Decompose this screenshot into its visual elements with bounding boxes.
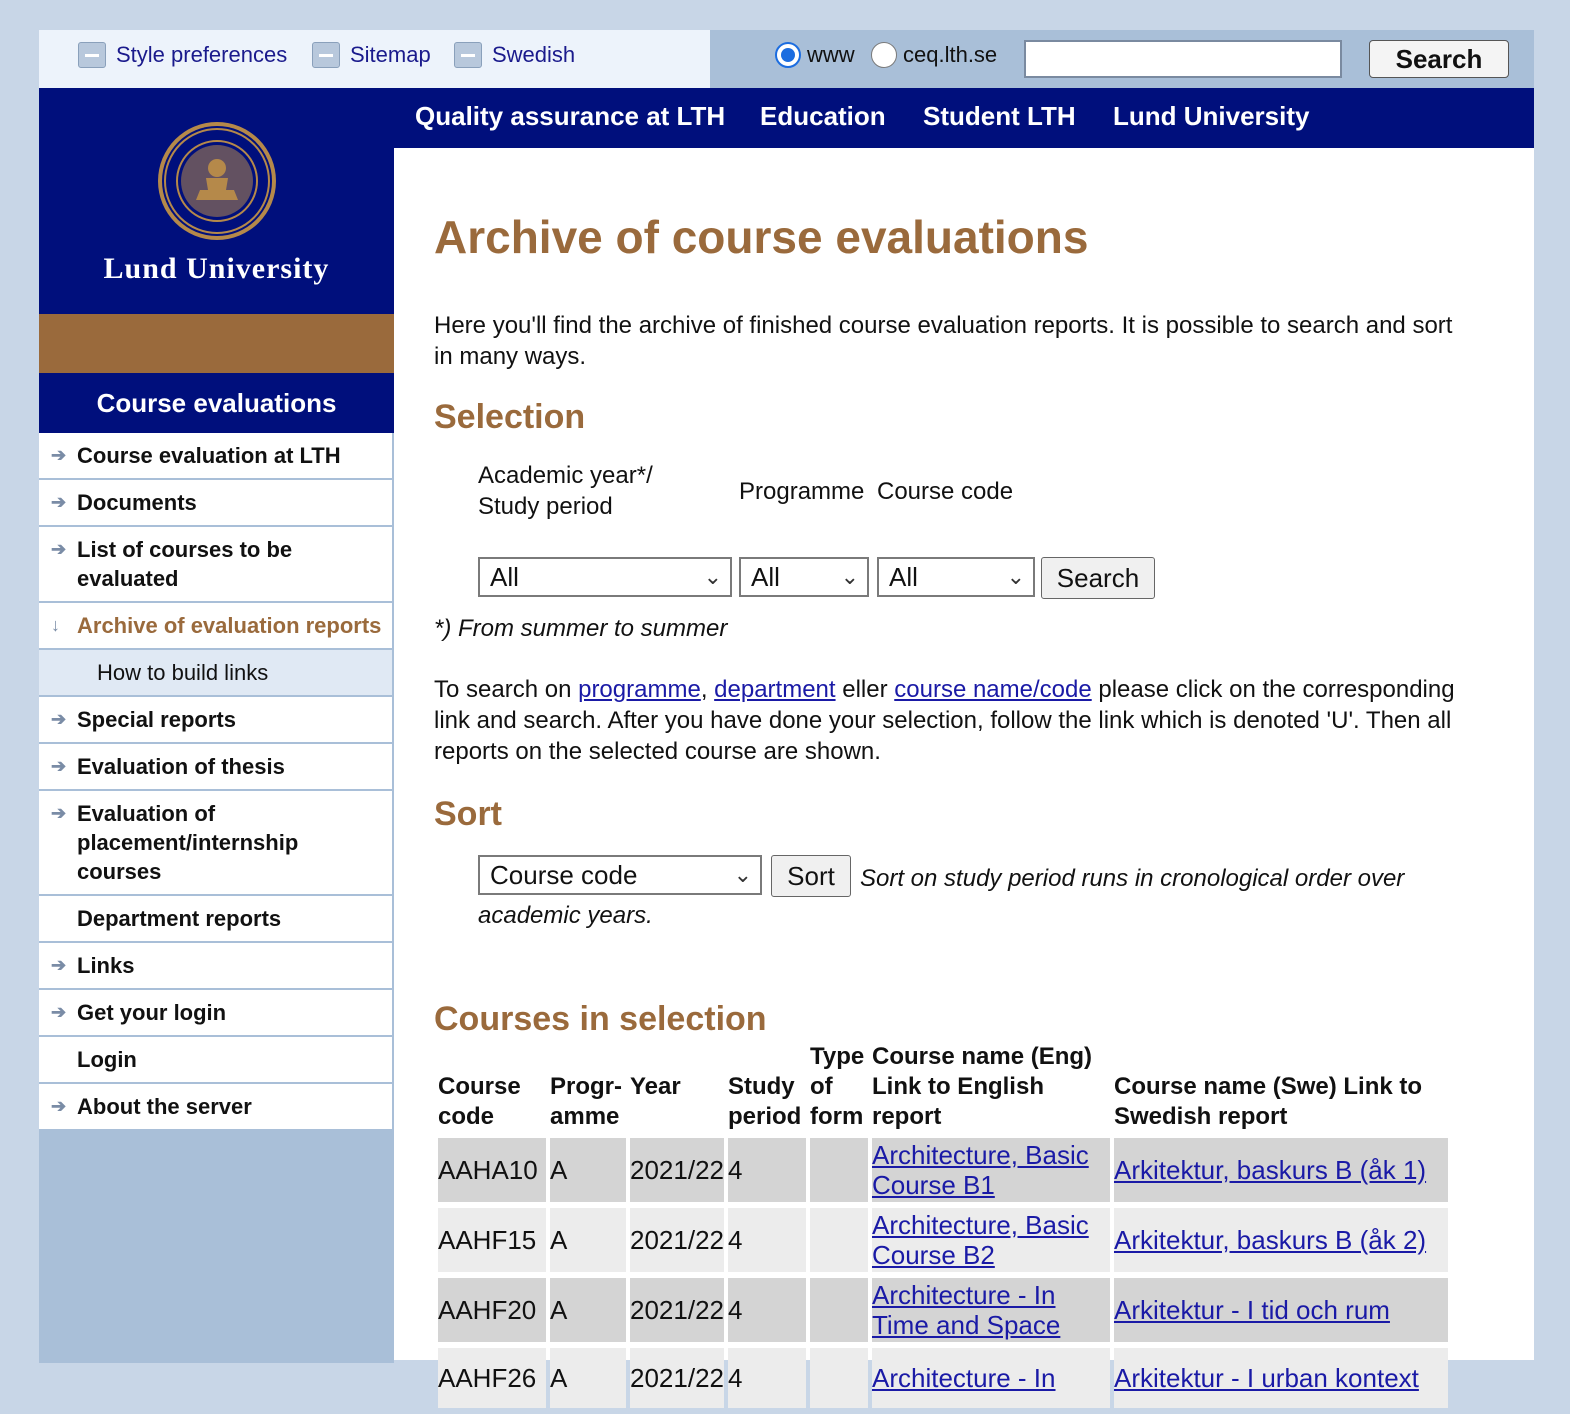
cell-course-name-swe <box>1114 1278 1448 1342</box>
table-row <box>438 1138 1448 1202</box>
footnote: *) From summer to summer <box>434 615 728 642</box>
cell-course-name-eng <box>872 1208 1110 1272</box>
chevron-down-icon: ⌄ <box>840 564 859 589</box>
cell-course-code: AAHF15 <box>438 1208 546 1272</box>
cell-study-period: 4 <box>728 1138 806 1202</box>
course-name-link[interactable]: course name/code <box>894 676 1092 703</box>
radio-ceq[interactable] <box>871 42 997 68</box>
style-preferences-label: Style preferences <box>116 42 288 67</box>
sitemap-label: Sitemap <box>350 42 431 67</box>
sort-heading: Sort <box>434 795 502 833</box>
arrow-right-icon: ➔ <box>51 492 67 512</box>
selection-search-button[interactable]: Search <box>1041 557 1155 599</box>
arrow-right-icon: ➔ <box>51 955 67 975</box>
cell-course-name-swe <box>1114 1348 1448 1408</box>
sidebar-item-evaluation-of-thesis[interactable] <box>39 744 392 791</box>
sidebar-item-links[interactable] <box>39 943 392 990</box>
cell-year: 2021/22 <box>630 1138 724 1202</box>
radio-ceq-label: ceq.lth.se <box>903 42 998 67</box>
cell-course-name-eng <box>872 1278 1110 1342</box>
style-preferences-icon <box>78 42 106 68</box>
english-report-link[interactable]: Architecture - In <box>871 1363 1056 1393</box>
arrow-right-icon: ➔ <box>51 1002 67 1022</box>
cell-year: 2021/22 <box>630 1278 724 1342</box>
table-header-row <box>438 1042 1448 1132</box>
cell-course-code: AAHF26 <box>438 1348 546 1408</box>
arrow-right-icon: ➔ <box>51 1096 67 1116</box>
sidebar-item-label: List of courses to be evaluated <box>77 537 293 591</box>
sidebar-item-label: Documents <box>77 490 197 515</box>
sidebar-item-label: Login <box>77 1047 137 1072</box>
radio-www[interactable] <box>775 42 855 68</box>
english-report-link[interactable]: Architecture - In Time and Space <box>871 1280 1061 1340</box>
intro-text: Here you'll find the archive of finished course evaluation reports. It is possible to search and sort in many ways. <box>434 312 1453 370</box>
english-report-link[interactable]: Architecture, Basic Course B2 <box>871 1210 1089 1270</box>
cell-type-of-form <box>810 1208 868 1272</box>
col-study-period: Study period <box>727 1073 802 1130</box>
sidebar-item-label: About the server <box>77 1094 252 1119</box>
label-course-code: Course code <box>877 478 1014 505</box>
cell-type-of-form <box>810 1138 868 1202</box>
col-year: Year <box>630 1073 681 1100</box>
sidebar-item-label: Get your login <box>77 1000 227 1025</box>
courses-heading: Courses in selection <box>434 1000 767 1038</box>
selection-heading: Selection <box>434 398 586 436</box>
arrow-down-icon: ↓ <box>51 615 60 635</box>
course-code-select[interactable] <box>877 557 1035 597</box>
nav-student-lth[interactable]: Student LTH <box>923 101 1076 131</box>
arrow-right-icon: ➔ <box>51 803 67 823</box>
arrow-right-icon: ➔ <box>51 539 67 559</box>
col-course-name-eng: Course name (Eng) Link to English report <box>871 1043 1093 1130</box>
sort-button[interactable]: Sort <box>771 855 851 897</box>
sidebar <box>39 373 394 1363</box>
bronze-band <box>39 314 394 373</box>
cell-year: 2021/22 <box>630 1348 724 1408</box>
cell-programme: A <box>550 1278 626 1342</box>
sidebar-heading[interactable]: Course evaluations <box>39 373 394 433</box>
col-type-of-form: Type of form <box>809 1043 865 1130</box>
search-text: eller <box>835 676 895 703</box>
search-text: please click on the corresponding link and search. After you have done your selection, follow the link which is denoted 'U'. Then all reports on the selected course are shown. <box>434 676 1455 765</box>
arrow-right-icon: ➔ <box>51 445 67 465</box>
table-row <box>438 1348 1448 1408</box>
sidebar-item-label: How to build links <box>97 660 269 685</box>
utility-bar <box>39 30 1534 88</box>
sort-note: Sort on study period runs in cronological order over academic years. <box>478 865 1405 929</box>
swedish-report-link[interactable]: Arkitektur, baskurs B (åk 2) <box>1113 1225 1427 1255</box>
language-label: Swedish <box>492 42 576 67</box>
sidebar-item-label: Evaluation of thesis <box>77 754 285 779</box>
site-search-button[interactable]: Search <box>1369 40 1509 78</box>
cell-programme: A <box>550 1348 626 1408</box>
programme-value: All <box>751 561 780 592</box>
academic-year-value: All <box>490 561 519 592</box>
sidebar-item-get-your-login[interactable] <box>39 990 392 1037</box>
department-link[interactable]: department <box>714 676 836 703</box>
swedish-report-link[interactable]: Arkitektur - I urban kontext <box>1113 1363 1419 1393</box>
chevron-down-icon: ⌄ <box>1006 564 1025 589</box>
cell-type-of-form <box>810 1348 868 1408</box>
arrow-right-icon: ➔ <box>51 756 67 776</box>
sidebar-item-about-the-server[interactable] <box>39 1084 392 1131</box>
nav-quality-assurance[interactable]: Quality assurance at LTH <box>415 101 726 131</box>
col-course-name-swe: Course name (Swe) Link to Swedish report <box>1113 1073 1423 1130</box>
cell-course-code: AAHA10 <box>438 1138 546 1202</box>
flag-icon <box>454 42 482 68</box>
sitemap-icon <box>312 42 340 68</box>
sidebar-item-login[interactable] <box>39 1037 392 1084</box>
table-row <box>438 1278 1448 1342</box>
cell-year: 2021/22 <box>630 1208 724 1272</box>
programme-select[interactable] <box>739 557 869 597</box>
swedish-report-link[interactable]: Arkitektur, baskurs B (åk 1) <box>1113 1155 1427 1185</box>
university-logo[interactable] <box>39 88 394 314</box>
table-row <box>438 1208 1448 1272</box>
label-academic-year: Academic year*/ Study period <box>478 462 653 520</box>
sidebar-item-department-reports[interactable] <box>39 896 392 943</box>
sidebar-item-evaluation-of-placement[interactable] <box>39 791 392 896</box>
cell-course-name-swe <box>1114 1208 1448 1272</box>
cell-course-name-eng <box>872 1348 1110 1408</box>
style-preferences-link[interactable] <box>78 42 287 68</box>
site-search-input[interactable] <box>1024 40 1342 78</box>
page-title: Archive of course evaluations <box>434 211 1089 263</box>
cell-course-code: AAHF20 <box>438 1278 546 1342</box>
sitemap-link[interactable] <box>312 42 431 68</box>
sidebar-item-label: Evaluation of placement/internship courses <box>77 801 299 884</box>
nav-education[interactable]: Education <box>760 101 886 131</box>
cell-course-name-swe <box>1114 1138 1448 1202</box>
academic-year-select[interactable] <box>478 557 732 597</box>
utility-links <box>39 30 710 88</box>
sidebar-item-archive[interactable] <box>39 603 392 650</box>
radio-ceq-dot[interactable] <box>871 42 897 68</box>
nav-lund-university[interactable]: Lund University <box>1113 101 1310 131</box>
search-text: , <box>700 676 715 703</box>
sidebar-item-documents[interactable] <box>39 480 392 527</box>
course-code-value: All <box>889 561 918 592</box>
sort-value: Course code <box>490 859 638 890</box>
programme-link[interactable]: programme <box>578 676 701 703</box>
sidebar-item-label: Special reports <box>77 707 236 732</box>
english-report-link[interactable]: Architecture, Basic Course B1 <box>871 1140 1089 1200</box>
swedish-report-link[interactable]: Arkitektur - I tid och rum <box>1113 1295 1390 1325</box>
search-text: To search on <box>434 676 579 703</box>
sidebar-item-how-to-build-links[interactable] <box>39 650 392 697</box>
label-programme: Programme <box>739 478 865 505</box>
search-instructions <box>434 674 1474 767</box>
sidebar-item-label: Department reports <box>77 906 282 931</box>
sidebar-item-special-reports[interactable] <box>39 697 392 744</box>
sidebar-item-label: Course evaluation at LTH <box>77 443 341 468</box>
cell-study-period: 4 <box>728 1208 806 1272</box>
col-programme: Progr-amme <box>550 1073 622 1130</box>
language-link[interactable] <box>454 42 575 68</box>
col-course-code: Course code <box>438 1073 521 1130</box>
cell-type-of-form <box>810 1278 868 1342</box>
cell-programme: A <box>550 1208 626 1272</box>
sidebar-item-course-evaluation[interactable] <box>39 433 392 480</box>
logo-wordmark: Lund University <box>103 252 330 285</box>
sidebar-item-label: Links <box>77 953 135 978</box>
page-frame <box>39 30 1534 1393</box>
radio-www-dot[interactable] <box>775 42 801 68</box>
courses-table <box>434 1036 1452 1414</box>
cell-study-period: 4 <box>728 1348 806 1408</box>
chevron-down-icon: ⌄ <box>703 564 722 589</box>
radio-www-label: www <box>807 42 855 67</box>
chevron-down-icon: ⌄ <box>733 862 752 887</box>
cell-course-name-eng <box>872 1138 1110 1202</box>
cell-programme: A <box>550 1138 626 1202</box>
arrow-right-icon: ➔ <box>51 709 67 729</box>
sidebar-item-label: Archive of evaluation reports <box>77 613 382 638</box>
cell-study-period: 4 <box>728 1278 806 1342</box>
sidebar-item-list-of-courses[interactable] <box>39 527 392 603</box>
university-seal-icon <box>156 120 278 242</box>
